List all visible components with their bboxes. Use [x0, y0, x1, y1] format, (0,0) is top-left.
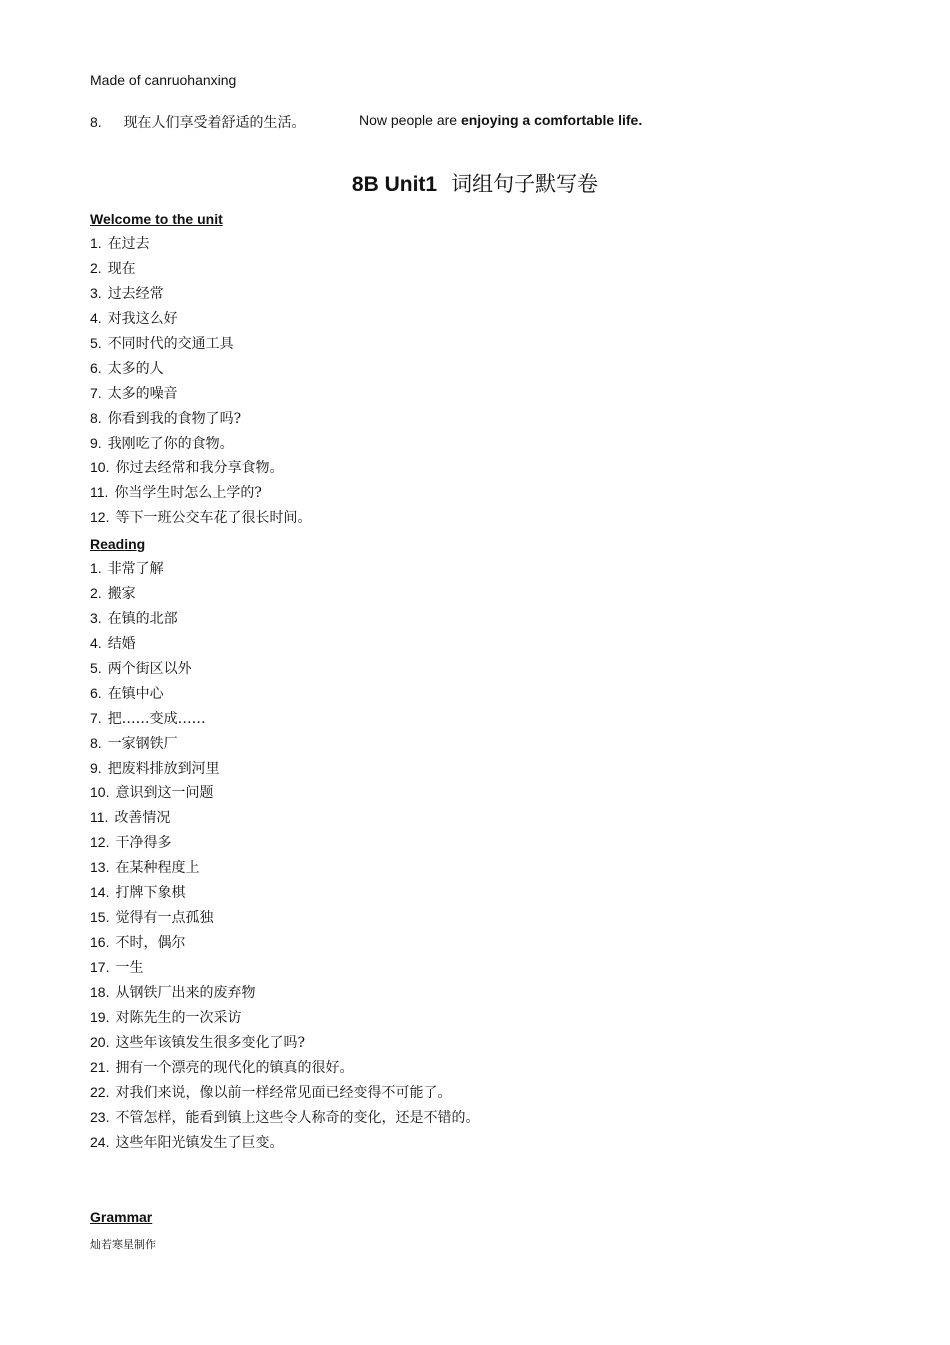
list-item-number: 13.	[90, 859, 110, 876]
list-item	[90, 231, 311, 256]
list-item-text: 不管怎样，能看到镇上这些令人称奇的变化，还是不错的。	[115, 1109, 480, 1126]
list-item-text: 太多的人	[107, 360, 164, 377]
list-item	[90, 930, 479, 955]
list-item-text: 等下一班公交车花了很长时间。	[115, 510, 312, 527]
list-item	[90, 431, 311, 456]
list-item-text: 搬家	[107, 585, 136, 602]
list-item-text: 不时，偶尔	[115, 935, 186, 952]
list-item-number: 4.	[90, 309, 102, 326]
list-item	[90, 556, 479, 581]
list-item-text: 过去经常	[107, 285, 164, 302]
item-english	[359, 112, 642, 128]
list-item-number: 20.	[90, 1033, 110, 1050]
list-item	[90, 581, 479, 606]
item-chinese: 现在人们享受着舒适的生活。	[123, 115, 306, 131]
section-heading-welcome: Welcome to the unit	[90, 211, 223, 227]
list-item-number: 16.	[90, 934, 110, 951]
list-item-text: 一家钢铁厂	[107, 735, 178, 752]
list-item-number: 5.	[90, 334, 102, 351]
welcome-item-list	[90, 231, 311, 530]
list-item	[90, 955, 479, 980]
page-header: Made of canruohanxing	[90, 72, 237, 88]
item-number: 8.	[90, 114, 102, 130]
list-item-text: 两个街区以外	[107, 660, 192, 677]
list-item-text: 现在	[107, 260, 136, 277]
list-item-text: 改善情况	[114, 810, 171, 827]
list-item	[90, 855, 479, 880]
list-item-number: 3.	[90, 609, 102, 626]
list-item-number: 6.	[90, 684, 102, 701]
list-item-text: 不同时代的交通工具	[107, 335, 234, 352]
list-item-number: 7.	[90, 709, 102, 726]
list-item-text: 拥有一个漂亮的现代化的镇真的很好。	[115, 1059, 354, 1076]
title-chinese: 词组句子默写卷	[451, 172, 599, 196]
list-item	[90, 631, 479, 656]
list-item-text: 结婚	[107, 635, 136, 652]
list-item-number: 11.	[90, 809, 109, 826]
list-item-text: 这些年阳光镇发生了巨变。	[115, 1134, 284, 1151]
list-item-number: 15.	[90, 909, 110, 926]
list-item	[90, 830, 479, 855]
list-item-number: 18.	[90, 983, 110, 1000]
list-item-text: 对陈先生的一次采访	[115, 1009, 242, 1026]
previous-page-item	[90, 112, 643, 132]
list-item	[90, 980, 479, 1005]
list-item-number: 1.	[90, 560, 102, 576]
section-heading-grammar: Grammar	[90, 1209, 153, 1225]
list-item-number: 4.	[90, 634, 102, 651]
list-item-number: 14.	[90, 884, 110, 901]
list-item-number: 8.	[90, 409, 102, 426]
list-item	[90, 805, 479, 830]
list-item-number: 2.	[90, 259, 102, 276]
list-item-number: 23.	[90, 1108, 110, 1125]
list-item-number: 8.	[90, 734, 102, 751]
list-item-text: 一生	[115, 960, 144, 976]
list-item-text: 对我们来说，像以前一样经常见面已经变得不可能了。	[115, 1084, 452, 1101]
list-item-number: 9.	[90, 759, 102, 776]
list-item	[90, 1105, 479, 1130]
list-item	[90, 455, 311, 480]
list-item-text: 在过去	[107, 236, 150, 252]
list-item-text: 在某种程度上	[115, 860, 200, 877]
list-item-text: 干净得多	[115, 835, 172, 852]
list-item-number: 12.	[90, 834, 110, 851]
list-item	[90, 480, 311, 505]
list-item-text: 太多的噪音	[107, 385, 178, 402]
list-item	[90, 1005, 479, 1030]
list-item-text: 把废料排放到河里	[107, 760, 220, 777]
list-item	[90, 756, 479, 781]
list-item	[90, 406, 311, 431]
list-item-number: 24.	[90, 1133, 110, 1150]
list-item-text: 对我这么好	[107, 310, 178, 327]
list-item-number: 7.	[90, 384, 102, 401]
list-item-number: 1.	[90, 235, 102, 251]
list-item-number: 19.	[90, 1008, 110, 1025]
list-item-number: 22.	[90, 1083, 110, 1100]
list-item-text: 意识到这一问题	[115, 785, 214, 802]
list-item-text: 我刚吃了你的食物。	[107, 435, 234, 452]
list-item-text: 在镇的北部	[107, 610, 178, 627]
list-item	[90, 780, 479, 805]
list-item-text: 非常了解	[107, 561, 164, 577]
list-item	[90, 1130, 479, 1155]
list-item	[90, 731, 479, 756]
list-item	[90, 356, 311, 381]
list-item-text: 你当学生时怎么上学的?	[114, 485, 262, 502]
list-item-text: 从钢铁厂出来的废弃物	[115, 984, 256, 1001]
list-item	[90, 306, 311, 331]
list-item-number: 17.	[90, 959, 110, 975]
list-item-text: 你看到我的食物了吗?	[107, 410, 242, 427]
list-item	[90, 706, 479, 731]
title-english: 8B Unit1	[351, 173, 438, 196]
list-item-number: 6.	[90, 359, 102, 376]
section-heading-reading: Reading	[90, 536, 146, 552]
list-item-number: 10.	[90, 784, 110, 801]
list-item	[90, 505, 311, 530]
list-item-number: 9.	[90, 434, 102, 451]
list-item	[90, 1080, 479, 1105]
list-item-text: 把……变成……	[107, 710, 206, 727]
reading-item-list	[90, 556, 479, 1155]
list-item-number: 12.	[90, 509, 110, 526]
list-item	[90, 256, 311, 281]
list-item-text: 这些年该镇发生很多变化了吗?	[115, 1034, 305, 1051]
list-item	[90, 880, 479, 905]
item-english-bold: enjoying a comfortable life.	[460, 112, 643, 128]
list-item	[90, 656, 479, 681]
list-item-number: 3.	[90, 284, 102, 301]
list-item-number: 5.	[90, 659, 102, 676]
list-item	[90, 281, 311, 306]
list-item	[90, 606, 479, 631]
list-item-number: 11.	[90, 484, 109, 501]
list-item-text: 觉得有一点孤独	[115, 910, 214, 927]
list-item-number: 10.	[90, 459, 110, 476]
list-item-number: 21.	[90, 1058, 110, 1075]
page-footer: 灿若寒星制作	[90, 1238, 156, 1251]
list-item	[90, 331, 311, 356]
list-item	[90, 381, 311, 406]
item-english-plain: Now people are	[359, 112, 458, 128]
page-title	[0, 168, 950, 198]
list-item-text: 在镇中心	[107, 685, 164, 702]
list-item	[90, 1030, 479, 1055]
list-item-text: 你过去经常和我分享食物。	[115, 460, 284, 477]
list-item	[90, 905, 479, 930]
list-item	[90, 1055, 479, 1080]
list-item	[90, 681, 479, 706]
list-item-number: 2.	[90, 584, 102, 601]
list-item-text: 打牌下象棋	[115, 885, 186, 902]
